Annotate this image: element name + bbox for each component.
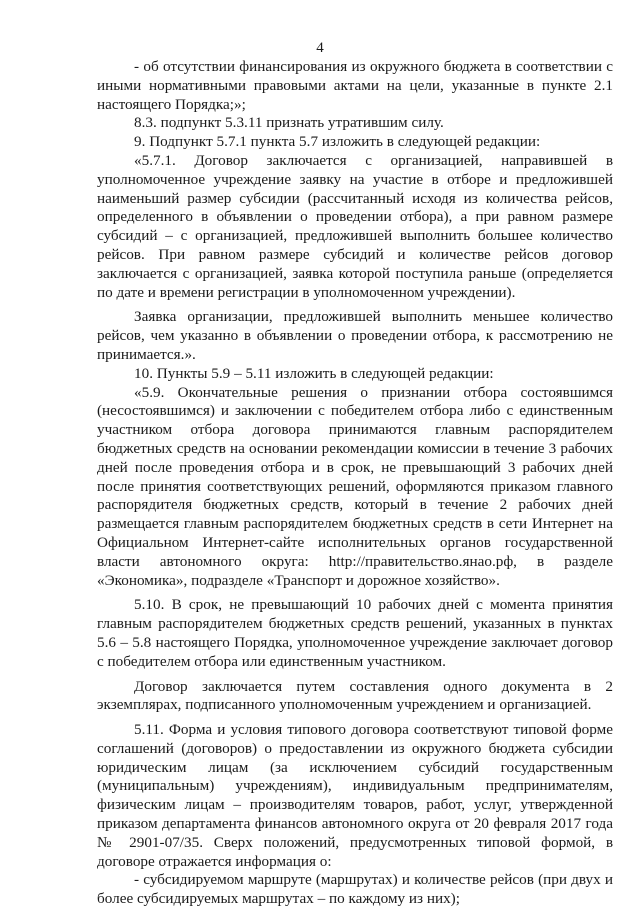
- paragraph-5-9: «5.9. Окончательные решения о признании отбора состоявшимся (несостоявшимся) и заключении с победителем отбора либо с единственным участником отбора договора принимаются главным распорядителем бюджетных средств на основании рекомендации комиссии в течение 3 рабочих дней после проведения отбора и в срок, не превышающий 3 рабочих дней после принятия соответствующих решений, оформляются приказом главного распорядителя бюджетных средств, который в течение 2 рабочих дней размещается главным распорядителем бюджетных средств в сети Интернет на Официальном Интернет-сайте исполнительных органов государственной власти автономного округа: http://правительство.янао.рф, в разделе «Экономика», подразделе «Транспорт и дорожное хозяйство».: [97, 383, 613, 589]
- paragraph-9: 9. Подпункт 5.7.1 пункта 5.7 изложить в следующей редакции:: [134, 133, 541, 151]
- paragraph-subsidized-route: - субсидируемом маршруте (маршрутах) и количестве рейсов (при двух и более субсидируемых маршрутах – по каждому из них);: [97, 871, 613, 908]
- paragraph-5-7-1: «5.7.1. Договор заключается с организацией, направившей в уполномоченное учреждение заявку на участие в отборе и предложившей наименьший размер субсидии (рассчитанный исходя из количества рейсов, определенного в объявлении о проведении отбора), а при равном размере субсидий – с организацией, предложившей выполнить большее количество рейсов. При равном размере субсидий и количестве рейсов договор заключается с организацией, заявка которой поступила раньше (определяется по дате и времени регистрации в уполномоченном учреждении).: [97, 151, 613, 301]
- paragraph-contract: Договор заключается путем составления одного документа в 2 экземплярах, подписанного уполномоченным учреждением и организацией.: [97, 677, 613, 714]
- paragraph-no-financing: - об отсутствии финансирования из окружного бюджета в соответствии с иными нормативными правовыми актами на цели, указанные в пункте 2.1 настоящего Порядка;»;: [97, 58, 613, 113]
- paragraph-5-11: 5.11. Форма и условия типового договора соответствуют типовой форме соглашений (договоров) о предоставлении из окружного бюджета субсидии юридическим лицам (за исключением субсидий государственным (муниципальным) учреждениям), индивидуальным предпринимателям, физическим лицам – производителям товаров, работ, услуг, утвержденной приказом департамента финансов автономного округа от 20 февраля 2017 года № 2901-07/35. Сверх положений, предусмотренных типовой формой, в договоре отражается информация о:: [97, 721, 613, 870]
- page-number: 4: [316, 40, 324, 56]
- paragraph-10: 10. Пункты 5.9 – 5.11 изложить в следующей редакции:: [134, 364, 494, 382]
- paragraph-5-10: 5.10. В срок, не превышающий 10 рабочих дней с момента принятия главным распорядителем бюджетных средств решений, указанных в пунктах 5.6 – 5.8 настоящего Порядка, уполномоченное учреждение заключает договор с победителем отбора или единственным участником.: [97, 596, 613, 670]
- paragraph-8-3: 8.3. подпункт 5.3.11 признать утратившим силу.: [134, 114, 444, 132]
- document-body: [97, 58, 613, 909]
- paragraph-application: Заявка организации, предложившей выполнить меньшее количество рейсов, чем указанно в объявлении о проведении отбора, к рассмотрению не принимается.».: [97, 308, 613, 363]
